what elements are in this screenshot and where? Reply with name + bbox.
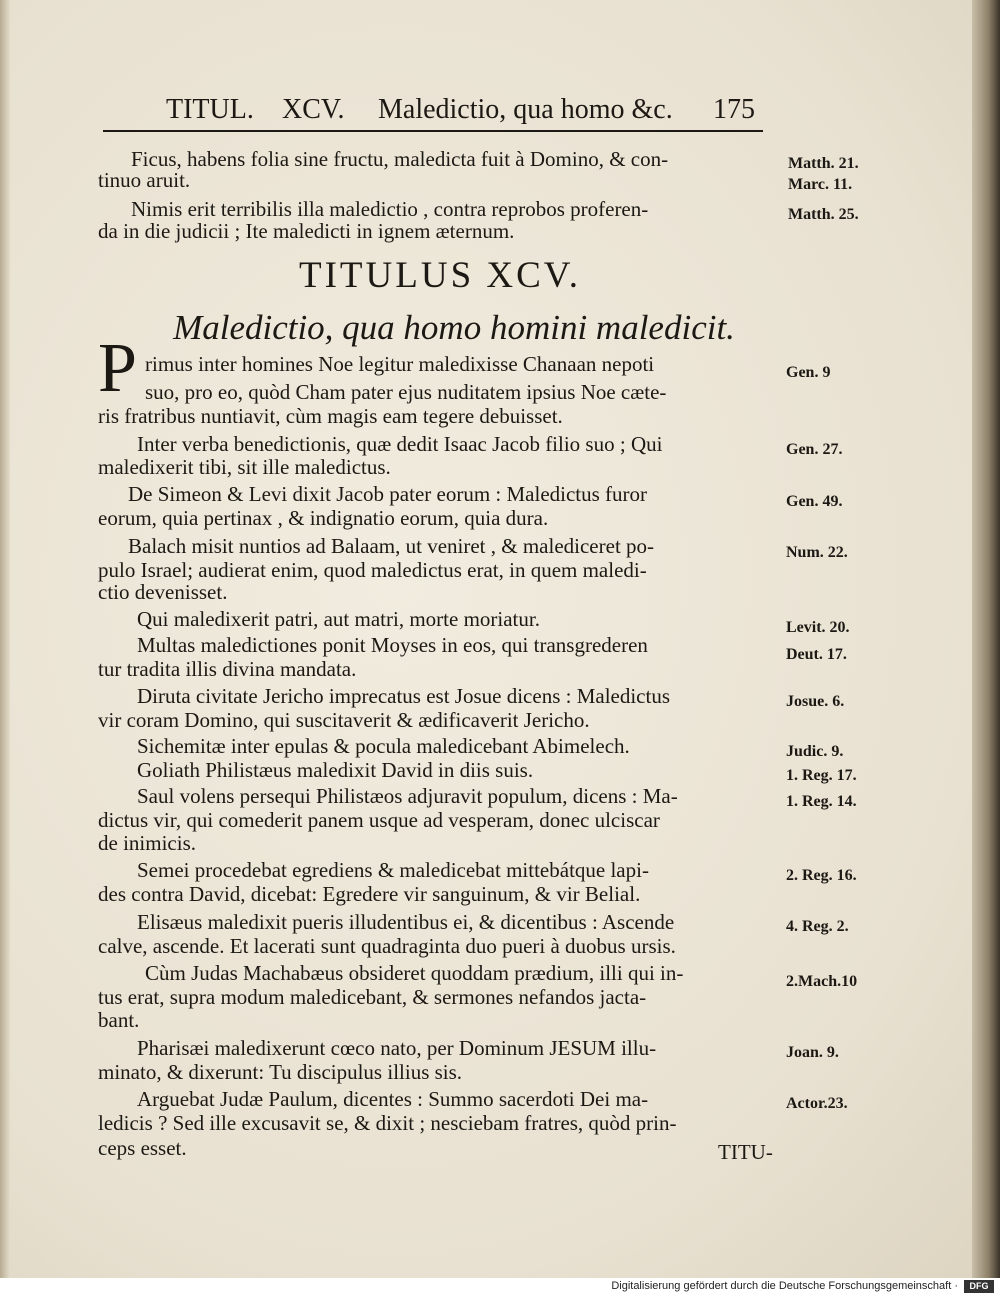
- margin-reference: 4. Reg. 2.: [786, 918, 849, 935]
- text-line: Ficus, habens folia sine fructu, maledicta fuit à Domino, & con-: [131, 147, 669, 171]
- section-subtitle: Maledictio, qua homo homini maledicit.: [173, 308, 735, 347]
- text-line: Cùm Judas Machabæus obsideret quoddam prædium, illi qui in-: [145, 961, 684, 985]
- header-rule: [103, 130, 763, 132]
- text-line: Arguebat Judæ Paulum, dicentes : Summo sacerdoti Dei ma-: [137, 1087, 649, 1111]
- header-page-number: 175: [713, 94, 755, 125]
- text-line: rimus inter homines Noe legitur maledixisse Chanaan nepoti: [145, 352, 655, 376]
- page-left-edge: [0, 0, 10, 1278]
- text-line: suo, pro eo, quòd Cham pater ejus nuditatem ipsius Noe cæte-: [145, 380, 667, 404]
- text-line: de inimicis.: [98, 831, 196, 855]
- text-line: pulo Israel; audierat enim, quod maledictus erat, in quem maledi-: [98, 558, 647, 582]
- running-header: [0, 92, 1000, 132]
- margin-reference: Gen. 9: [786, 364, 831, 381]
- text-line: Multas maledictiones ponit Moyses in eos, qui transgrederen: [137, 633, 648, 657]
- text-line: De Simeon & Levi dixit Jacob pater eorum : Maledictus furor: [128, 482, 648, 506]
- text-line: Saul volens persequi Philistæos adjuravit populum, dicens : Ma-: [137, 784, 678, 808]
- text-line: dictus vir, qui comederit panem usque ad vesperam, donec ulciscar: [98, 808, 660, 832]
- header-subject: Maledictio, qua homo &c.: [378, 94, 673, 125]
- section-title: TITULUS XCV.: [299, 255, 581, 296]
- text-line: tur tradita illis divina mandata.: [98, 657, 357, 681]
- margin-reference: Joan. 9.: [786, 1044, 839, 1061]
- margin-reference: Marc. 11.: [788, 176, 853, 193]
- text-line: tus erat, supra modum maledicebant, & sermones nefandos jacta-: [98, 985, 647, 1009]
- text-line: Balach misit nuntios ad Balaam, ut veniret , & malediceret po-: [128, 534, 655, 558]
- text-line: maledixerit tibi, sit ille maledictus.: [98, 455, 391, 479]
- text-line: tinuo aruit.: [98, 168, 191, 192]
- text-line: da in die judicii ; Ite maledicti in ignem æternum.: [98, 219, 515, 243]
- margin-reference: 1. Reg. 14.: [786, 793, 857, 810]
- text-line: Goliath Philistæus maledixit David in diis suis.: [137, 758, 534, 782]
- margin-reference: Levit. 20.: [786, 619, 850, 636]
- catchword: TITU-: [718, 1140, 773, 1164]
- margin-reference: Matth. 25.: [788, 206, 859, 223]
- text-line: vir coram Domino, qui suscitaverit & ædificaverit Jericho.: [98, 708, 590, 732]
- margin-reference: Gen. 49.: [786, 493, 843, 510]
- footer-credit: Digitalisierung gefördert durch die Deutsche Forschungsgemeinschaft ·: [611, 1280, 958, 1292]
- text-line: ris fratribus nuntiavit, cùm magis eam tegere debuisset.: [98, 404, 563, 428]
- drop-cap: P: [98, 330, 137, 407]
- margin-reference: Num. 22.: [786, 544, 848, 561]
- text-line: eorum, quia pertinax , & indignatio eorum, quia dura.: [98, 506, 549, 530]
- margin-reference: 2. Reg. 16.: [786, 867, 857, 884]
- text-line: ledicis ? Sed ille excusavit se, & dixit ; nesciebam fratres, quòd prin-: [98, 1111, 677, 1135]
- text-line: ctio devenisset.: [98, 580, 228, 604]
- header-titul: TITUL.: [166, 94, 254, 125]
- text-line: ceps esset.: [98, 1136, 187, 1160]
- text-line: Pharisæi maledixerunt cœco nato, per Dominum JESUM illu-: [137, 1036, 657, 1060]
- text-line: Qui maledixerit patri, aut matri, morte moriatur.: [137, 607, 540, 631]
- margin-reference: Gen. 27.: [786, 441, 843, 458]
- margin-reference: Actor.23.: [786, 1095, 848, 1112]
- dfg-logo-icon: DFG: [964, 1280, 994, 1293]
- margin-reference: Josue. 6.: [786, 693, 845, 710]
- margin-reference: Judic. 9.: [786, 743, 844, 760]
- text-line: Elisæus maledixit pueris illudentibus ei, & dicentibus : Ascende: [137, 910, 675, 934]
- text-line: Nimis erit terribilis illa maledictio , contra reprobos proferen-: [131, 197, 649, 221]
- margin-reference: Matth. 21.: [788, 155, 859, 172]
- text-line: Sichemitæ inter epulas & pocula maledicebant Abimelech.: [137, 734, 630, 758]
- text-line: Inter verba benedictionis, quæ dedit Isaac Jacob filio suo ; Qui: [137, 432, 663, 456]
- margin-reference: 2.Mach.10: [786, 973, 858, 990]
- text-line: bant.: [98, 1008, 140, 1032]
- text-line: calve, ascende. Et lacerati sunt quadraginta duo pueri à duobus ursis.: [98, 934, 676, 958]
- margin-reference: 1. Reg. 17.: [786, 767, 857, 784]
- margin-reference: Deut. 17.: [786, 646, 847, 663]
- text-line: Semei procedebat egrediens & maledicebat mittebátque lapi-: [137, 858, 649, 882]
- text-line: des contra David, dicebat: Egredere vir sanguinum, & vir Belial.: [98, 882, 641, 906]
- header-number: XCV.: [282, 94, 345, 125]
- text-line: minato, & dixerunt: Tu discipulus illius sis.: [98, 1060, 463, 1084]
- footer-bar: [0, 1278, 1000, 1295]
- text-line: Diruta civitate Jericho imprecatus est Josue dicens : Maledictus: [137, 684, 671, 708]
- page-right-edge: [972, 0, 1000, 1278]
